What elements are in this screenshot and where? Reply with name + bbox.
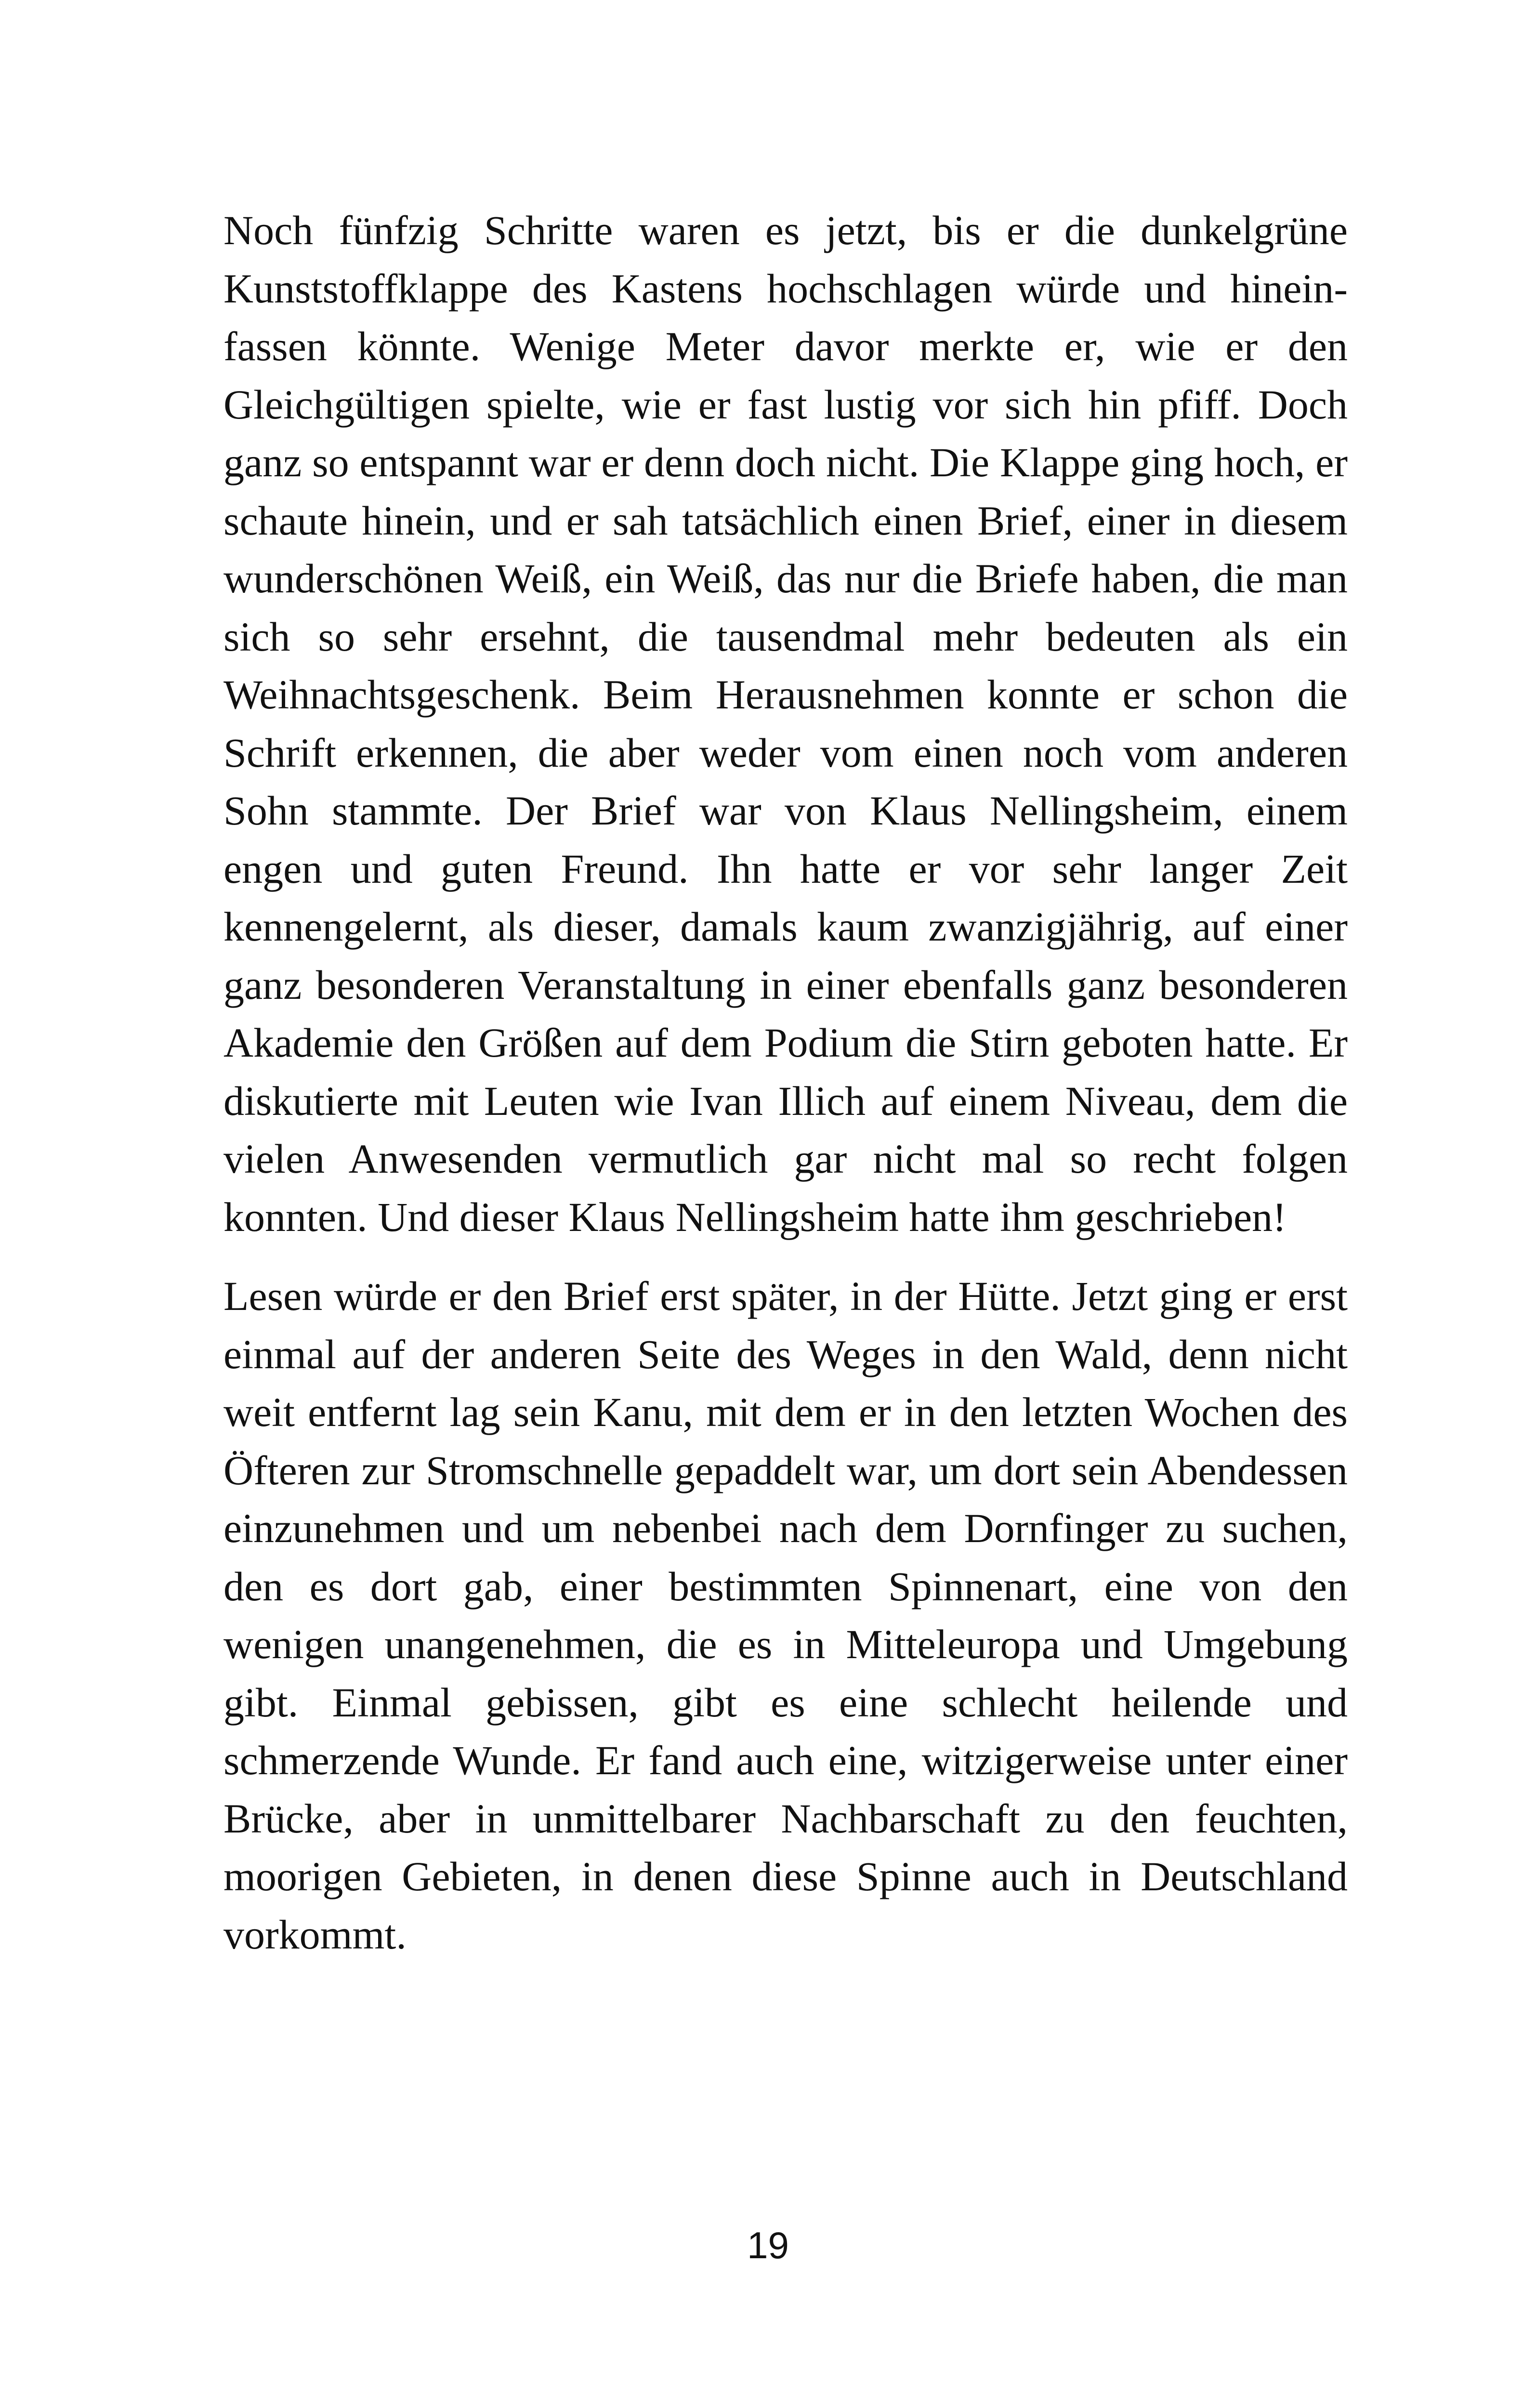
paragraph-1: Noch fünfzig Schritte waren es jetzt, bis er die dunkelgrüne Kunststoffklappe des Kastens hochschlagen würde und hineinfassen könnte. Wenige Meter davor merkte er, wie er den Gleichgültigen spielte, wie er fast lustig vor sich hin pfiff. Doch ganz so entspannt war er denn doch nicht. Die Klappe ging hoch, er schaute hinein, und er sah tatsächlich einen Brief, einer in diesem wunderschönen Weiß, ein Weiß, das nur die Briefe haben, die man sich so sehr ersehnt, die tausendmal mehr bedeuten als ein Weihnachtsgeschenk. Beim Herausnehmen konnte er schon die Schrift erkennen, die aber weder vom einen noch vom anderen Sohn stammte. Der Brief war von Klaus Nellingsheim, einem engen und guten Freund. Ihn hatte er vor sehr langer Zeit kennengelernt, als dieser, damals kaum zwanzigjährig, auf einer ganz besonderen Veranstaltung in einer ebenfalls ganz besonderen Akademie den Größen auf dem Podium die Stirn geboten hatte. Er diskutierte mit Leuten wie Ivan Illich auf einem Niveau, dem die vielen Anwesenden vermutlich gar nicht mal so recht folgen konnten. Und dieser Klaus Nellingsheim hatte ihm geschrieben! xyxy=(223,207,1348,1240)
body-text xyxy=(223,201,1348,1963)
page-number: 19 xyxy=(747,2224,789,2266)
paragraph-2: Lesen würde er den Brief erst später, in der Hütte. Jetzt ging er erst einmal auf der anderen Seite des Weges in den Wald, denn nicht weit entfernt lag sein Kanu, mit dem er in den letzten Wochen des Öfteren zur Stromschnelle gepaddelt war, um dort sein Abendessen einzunehmen und um nebenbei nach dem Dornfinger zu suchen, den es dort gab, einer bestimmten Spinnenart, eine von den wenigen unangenehmen, die es in Mitteleuropa und Umgebung gibt. Einmal gebissen, gibt es eine schlecht heilende und schmerzende Wunde. Er fand auch eine, witzigerweise unter einer Brücke, aber in unmittelbarer Nachbarschaft zu den feuchten, moorigen Gebieten, in denen diese Spinne auch in Deutschland vorkommt. xyxy=(223,1273,1348,1958)
